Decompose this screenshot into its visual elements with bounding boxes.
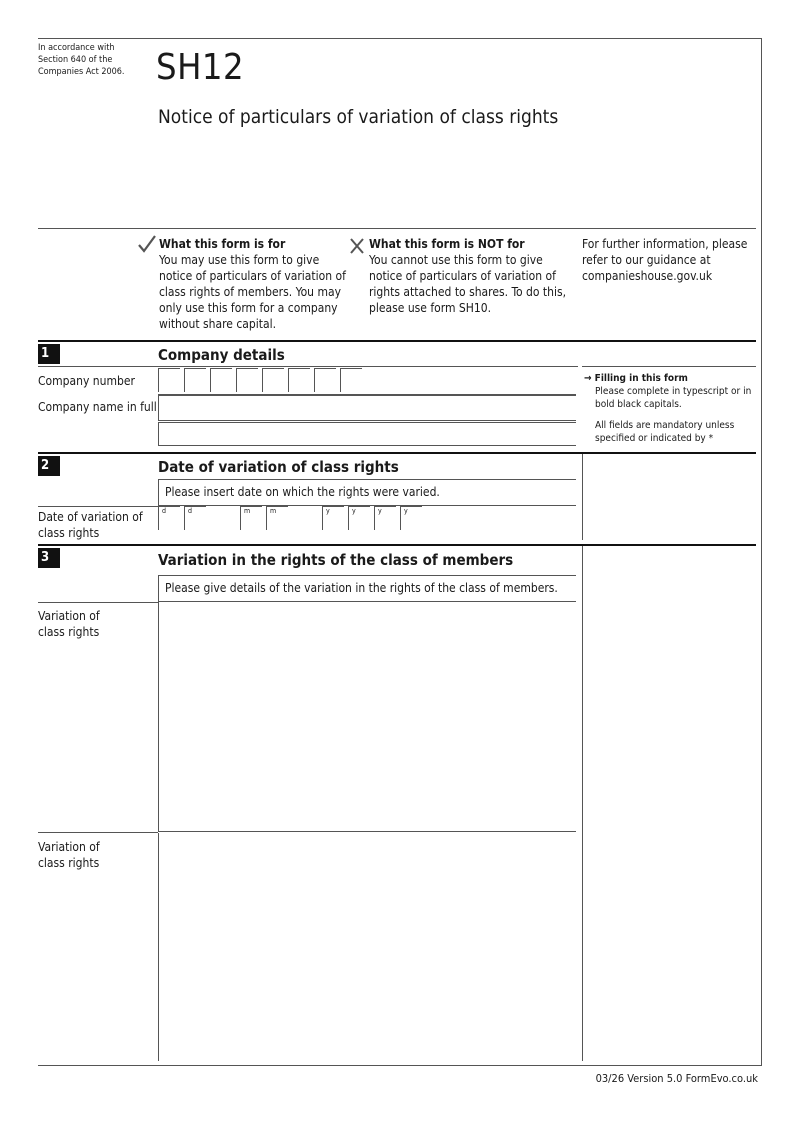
info-line: class rights of members. You may: [159, 285, 341, 299]
company-number-digit-box[interactable]: [236, 368, 258, 392]
legal-line: In accordance with: [38, 43, 115, 53]
header-divider: [38, 228, 756, 229]
info-what-not-for-heading: What this form is NOT for: [369, 237, 525, 251]
section-2-title: Date of variation of class rights: [158, 458, 399, 476]
label-line: class rights: [38, 526, 100, 540]
variation-label-2: [38, 839, 100, 871]
variation-text-area-1[interactable]: [158, 602, 576, 832]
section-3-sidebar-line: [582, 546, 583, 1061]
filling-in-note-heading: → Filling in this form: [584, 373, 688, 384]
info-line: notice of particulars of variation of: [369, 269, 556, 283]
date-day-box[interactable]: d: [184, 506, 206, 530]
filling-in-note-line: specified or indicated by *: [595, 433, 714, 444]
filling-in-note-line: All fields are mandatory unless: [595, 420, 735, 431]
company-number-digit-box[interactable]: [288, 368, 310, 392]
variation-text-area-2[interactable]: [158, 833, 576, 1061]
section-3-label-line-2: [38, 832, 158, 833]
date-of-variation-label: [38, 509, 143, 541]
form-title: Notice of particulars of variation of class rights: [158, 106, 559, 128]
info-line: You cannot use this form to give: [369, 253, 543, 267]
info-further: [582, 236, 757, 284]
filling-in-note: [584, 372, 759, 445]
company-number-digit-box[interactable]: [262, 368, 284, 392]
company-number-digit-box[interactable]: [210, 368, 232, 392]
info-line: refer to our guidance at: [582, 253, 711, 267]
info-line: You may use this form to give: [159, 253, 320, 267]
section-1-rule: [38, 340, 756, 342]
section-3-rule: [38, 544, 756, 546]
checkmark-icon: [137, 234, 157, 254]
company-name-field-line-1[interactable]: [158, 395, 576, 421]
info-line: please use form SH10.: [369, 301, 492, 315]
info-line: notice of particulars of variation of: [159, 269, 346, 283]
company-number-digit-box[interactable]: [158, 368, 180, 392]
section-3-title: Variation in the rights of the class of members: [158, 551, 514, 569]
form-code: SH12: [156, 47, 245, 88]
section-3-instruction: Please give details of the variation in the rights of the class of members.: [158, 575, 576, 602]
label-line: Date of variation of: [38, 510, 143, 524]
company-number-label: Company number: [38, 374, 135, 388]
section-3-label-line: [38, 602, 158, 603]
info-what-for-heading: What this form is for: [159, 237, 286, 251]
label-line: Variation of: [38, 609, 100, 623]
date-month-box[interactable]: m: [266, 506, 288, 530]
company-name-label: Company name in full: [38, 400, 157, 414]
info-line: For further information, please: [582, 237, 748, 251]
legal-line: Companies Act 2006.: [38, 67, 125, 77]
filling-in-note-line: Please complete in typescript or in: [595, 386, 752, 397]
filling-in-note-line: bold black capitals.: [595, 399, 682, 410]
label-line: Variation of: [38, 840, 100, 854]
section-2-rule: [38, 452, 756, 454]
company-number-digit-box[interactable]: [184, 368, 206, 392]
section-2-label-line: [38, 506, 158, 507]
label-line: class rights: [38, 856, 100, 870]
date-day-box[interactable]: d: [158, 506, 180, 530]
date-field[interactable]: [158, 506, 428, 530]
company-number-digit-box[interactable]: [314, 368, 336, 392]
date-year-box[interactable]: y: [400, 506, 422, 530]
section-1-note-underline: [582, 366, 756, 367]
section-2-sidebar-line: [582, 454, 583, 540]
date-year-box[interactable]: y: [374, 506, 396, 530]
info-what-for: [159, 236, 349, 332]
company-number-digit-box[interactable]: [340, 368, 362, 392]
variation-label-1: [38, 608, 100, 640]
section-1-underline: [38, 366, 578, 367]
date-month-box[interactable]: m: [240, 506, 262, 530]
page-top-border: [38, 38, 762, 39]
section-2-number: 2: [38, 456, 60, 476]
legal-line: Section 640 of the: [38, 55, 113, 65]
section-1-title: Company details: [158, 346, 285, 364]
page-right-border: [761, 38, 762, 1066]
info-line: only use this form for a company: [159, 301, 338, 315]
date-year-box[interactable]: y: [348, 506, 370, 530]
legal-reference: [38, 42, 148, 78]
cross-icon: [348, 236, 366, 254]
label-line: class rights: [38, 625, 100, 639]
footer-version: 03/26 Version 5.0 FormEvo.co.uk: [595, 1072, 758, 1085]
company-name-field-line-2[interactable]: [158, 422, 576, 446]
info-what-not-for: [369, 236, 569, 316]
section-2-instruction: Please insert date on which the rights were varied.: [158, 479, 576, 506]
info-line: without share capital.: [159, 317, 277, 331]
section-1-number: 1: [38, 344, 60, 364]
date-year-box[interactable]: y: [322, 506, 344, 530]
info-line: rights attached to shares. To do this,: [369, 285, 567, 299]
company-number-field[interactable]: [158, 368, 368, 392]
page-bottom-border: [38, 1065, 762, 1066]
section-3-number: 3: [38, 548, 60, 568]
info-line: companieshouse.gov.uk: [582, 269, 713, 283]
